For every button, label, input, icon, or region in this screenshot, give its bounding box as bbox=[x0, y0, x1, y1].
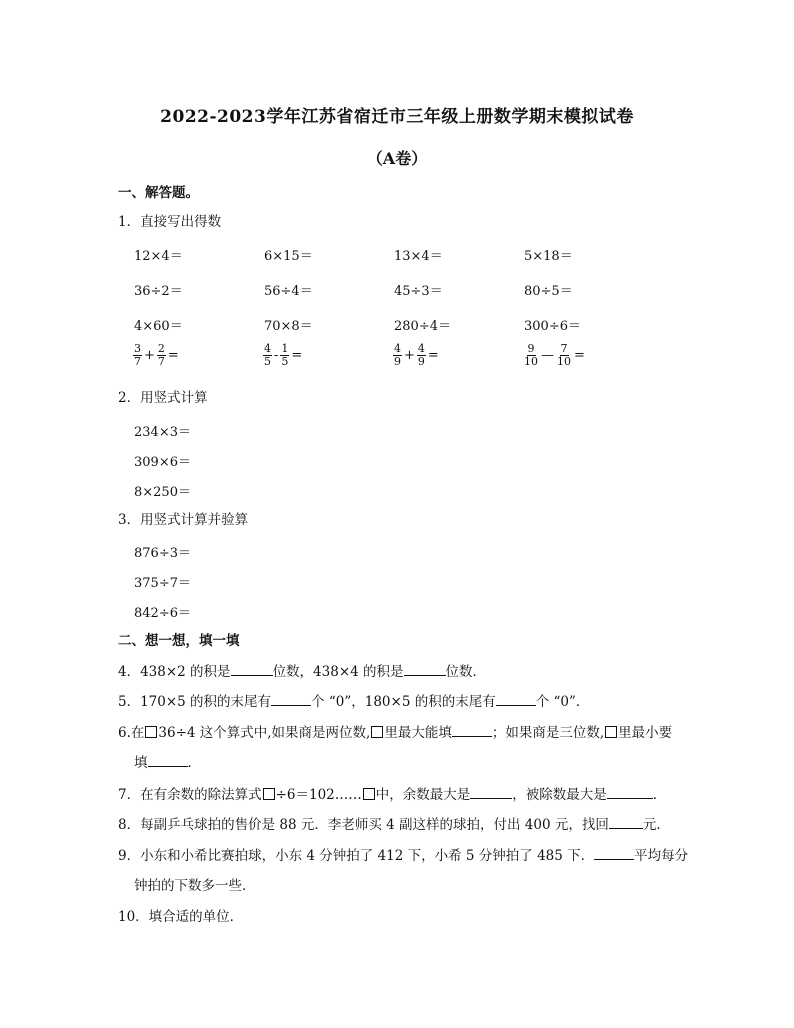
q6-text: 里最小要 bbox=[618, 725, 673, 741]
numerator: 4 bbox=[394, 342, 401, 355]
q2-item: 8×250＝ bbox=[134, 485, 191, 500]
q5-text: 个 “0”，180×5 的积的末尾有 bbox=[311, 694, 496, 710]
q1-expr: 36÷2＝ bbox=[134, 284, 183, 299]
empty-box bbox=[263, 788, 275, 800]
q8-text: 8．每副乒乓球拍的售价是 88 元．李老师买 4 副这样的球拍，付出 400 元，找回 bbox=[118, 817, 609, 833]
q6-text: ；如果商是三位数, bbox=[491, 725, 605, 741]
q7-text: ÷6＝102…… bbox=[275, 787, 362, 803]
q2-heading: 2．用竖式计算 bbox=[118, 390, 208, 406]
q3-item: 375÷7＝ bbox=[134, 576, 191, 591]
q5 bbox=[118, 693, 589, 711]
q2-item: 234×3＝ bbox=[134, 425, 191, 440]
fraction bbox=[556, 343, 572, 368]
q1-expr: 300÷6＝ bbox=[524, 319, 581, 334]
q1-expr: 5×18＝ bbox=[524, 249, 573, 264]
denominator: 5 bbox=[264, 355, 271, 368]
q3-item: 842÷6＝ bbox=[134, 606, 191, 621]
numerator: 7 bbox=[560, 342, 568, 355]
q8 bbox=[118, 816, 670, 834]
fraction bbox=[263, 343, 272, 368]
denominator: 9 bbox=[394, 355, 401, 368]
equals-sign: = bbox=[167, 348, 179, 363]
answer-blank[interactable] bbox=[496, 693, 536, 706]
q1-expr: 280÷4＝ bbox=[394, 319, 451, 334]
q8-text: 元． bbox=[642, 817, 670, 833]
q1-fraction-expr bbox=[523, 343, 585, 368]
answer-blank[interactable] bbox=[231, 663, 273, 676]
denominator: 10 bbox=[524, 355, 538, 368]
denominator: 7 bbox=[134, 355, 141, 368]
operator: - bbox=[274, 348, 279, 363]
q6-continued bbox=[134, 754, 201, 772]
q1-expr: 70×8＝ bbox=[264, 319, 313, 334]
q3-heading: 3．用竖式计算并验算 bbox=[118, 512, 249, 528]
answer-blank[interactable] bbox=[271, 693, 311, 706]
fraction bbox=[280, 343, 289, 368]
q6-text: ． bbox=[187, 755, 201, 771]
operator: + bbox=[144, 348, 155, 363]
q1-heading: 1．直接写出得数 bbox=[118, 214, 222, 230]
denominator: 9 bbox=[417, 355, 425, 368]
answer-blank[interactable] bbox=[594, 847, 634, 860]
q9 bbox=[118, 847, 688, 865]
q9-text: 平均每分 bbox=[634, 848, 689, 864]
q7-text: 中，余数最大是 bbox=[375, 787, 471, 803]
equals-sign: = bbox=[574, 348, 585, 363]
q7-text: ． bbox=[652, 787, 667, 803]
denominator: 7 bbox=[157, 355, 165, 368]
q6-text: 里最大能填 bbox=[384, 725, 452, 741]
q6-text: 6.在 bbox=[118, 725, 145, 741]
q1-expr: 56÷4＝ bbox=[264, 284, 313, 299]
q6-text: 36÷4 这个算式中,如果商是两位数, bbox=[158, 725, 371, 741]
q1-expr: 45÷3＝ bbox=[394, 284, 443, 299]
q5-text: 5．170×5 的积的末尾有 bbox=[118, 694, 272, 710]
numerator: 4 bbox=[264, 342, 271, 355]
q6 bbox=[118, 724, 672, 742]
denominator: 5 bbox=[281, 355, 289, 368]
q2-item: 309×6＝ bbox=[134, 455, 191, 470]
answer-blank[interactable] bbox=[607, 786, 653, 799]
answer-blank[interactable] bbox=[148, 754, 188, 767]
q1-expr: 80÷5＝ bbox=[524, 284, 573, 299]
q4 bbox=[118, 663, 486, 681]
q6-text: 填 bbox=[134, 755, 148, 771]
q1-fraction-expr bbox=[263, 343, 302, 368]
q4-text: 位数． bbox=[445, 664, 487, 680]
empty-box bbox=[363, 788, 375, 800]
q7-text: 7．在有余数的除法算式 bbox=[118, 787, 262, 803]
equals-sign: = bbox=[291, 348, 303, 363]
section-2-heading: 二、想一想，填一填 bbox=[118, 633, 240, 649]
numerator: 1 bbox=[281, 342, 289, 355]
q9-text: 9．小东和小希比赛拍球，小东 4 分钟拍了 412 下，小希 5 分钟拍了 485 下． bbox=[118, 848, 595, 864]
q4-text: 4．438×2 的积是 bbox=[118, 664, 231, 680]
page-subtitle: （A卷） bbox=[366, 149, 428, 168]
q5-text: 个 “0”． bbox=[535, 694, 590, 710]
empty-box bbox=[605, 726, 617, 738]
empty-box bbox=[371, 726, 383, 738]
fraction bbox=[393, 343, 402, 368]
answer-blank[interactable] bbox=[470, 786, 512, 799]
q1-fraction-expr bbox=[133, 343, 179, 368]
page-title: 2022-2023学年江苏省宿迁市三年级上册数学期末模拟试卷 bbox=[160, 107, 634, 127]
fraction bbox=[417, 343, 426, 368]
operator: — bbox=[541, 348, 554, 363]
q7 bbox=[118, 786, 666, 804]
q1-fraction-expr bbox=[393, 343, 439, 368]
q1-expr: 13×4＝ bbox=[394, 249, 443, 264]
q10-heading: 10．填合适的单位． bbox=[118, 909, 244, 925]
denominator: 10 bbox=[557, 355, 571, 368]
section-1-heading: 一、解答题。 bbox=[118, 185, 199, 201]
operator: + bbox=[404, 348, 415, 363]
q4-text: 位数，438×4 的积是 bbox=[272, 664, 404, 680]
numerator: 3 bbox=[134, 342, 141, 355]
equals-sign: = bbox=[427, 348, 439, 363]
empty-box bbox=[145, 726, 157, 738]
q7-text: ，被除数最大是 bbox=[512, 787, 607, 803]
q1-expr: 4×60＝ bbox=[134, 319, 183, 334]
answer-blank[interactable] bbox=[404, 663, 446, 676]
fraction bbox=[133, 343, 142, 368]
q1-expr: 6×15＝ bbox=[264, 249, 313, 264]
q3-item: 876÷3＝ bbox=[134, 546, 191, 561]
q9-continued: 钟拍的下数多一些． bbox=[134, 878, 256, 894]
answer-blank[interactable] bbox=[609, 816, 643, 829]
answer-blank[interactable] bbox=[452, 724, 492, 737]
fraction bbox=[523, 343, 539, 368]
numerator: 9 bbox=[527, 342, 535, 355]
q1-expr: 12×4＝ bbox=[134, 249, 183, 264]
numerator: 2 bbox=[157, 342, 165, 355]
numerator: 4 bbox=[417, 342, 425, 355]
fraction bbox=[157, 343, 166, 368]
